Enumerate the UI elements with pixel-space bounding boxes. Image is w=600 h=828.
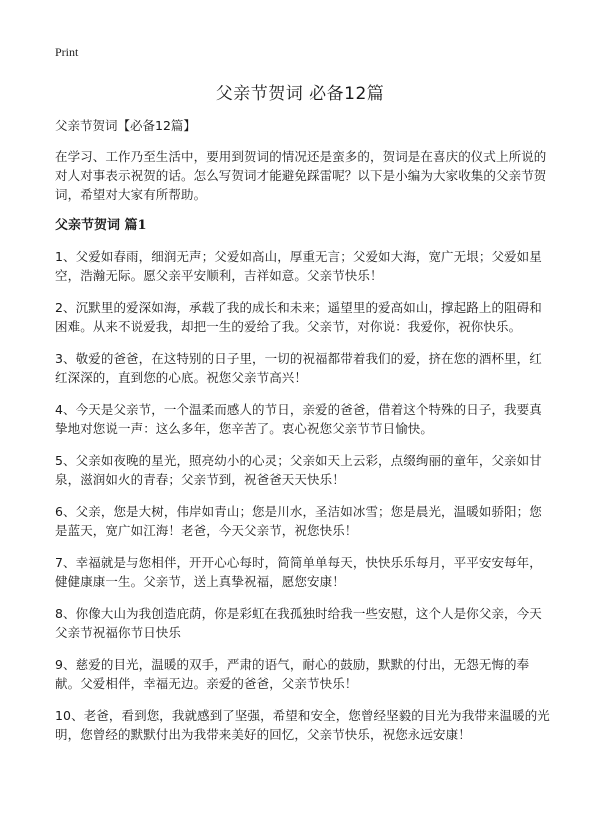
greeting-item: 5、父亲如夜晚的星光，照亮幼小的心灵；父亲如天上云彩，点缀绚丽的童年，父亲如甘泉，滋润如火的青春；父亲节到，祝爸爸天天快乐！ <box>55 453 542 487</box>
greeting-item: 1、父爱如春雨，细润无声；父爱如高山，厚重无言；父爱如大海，宽广无垠；父爱如星空，浩瀚无际。愿父亲平安顺利，吉祥如意。父亲节快乐！ <box>55 249 542 283</box>
greeting-item: 10、老爸，看到您，我就感到了坚强，希望和安全，您曾经坚毅的目光为我带来温暖的光明，您曾经的默默付出为我带来美好的回忆，父亲节快乐，祝您永远安康！ <box>55 708 550 742</box>
section-heading: 父亲节贺词 篇1 <box>55 218 147 233</box>
greeting-item: 8、你像大山为我创造庇荫，你是彩虹在我孤独时给我一些安慰，这个人是你父亲，今天父亲节祝福你节日快乐 <box>55 606 542 640</box>
print-link[interactable]: Print <box>55 45 79 59</box>
greeting-item: 4、今天是父亲节，一个温柔而感人的节日，亲爱的爸爸，借着这个特殊的日子，我要真挚地对您说一声：这么多年，您辛苦了。衷心祝您父亲节节日愉快。 <box>55 402 542 436</box>
greeting-item: 7、幸福就是与您相伴，开开心心每时，简简单单每天，快快乐乐每月，平平安安每年，健健康康一生。父亲节，送上真挚祝福，愿您安康！ <box>55 555 542 589</box>
greeting-item: 2、沉默里的爱深如海，承载了我的成长和未来；遥望里的爱高如山，撑起路上的阻碍和困难。从来不说爱我，却把一生的爱给了我。父亲节，对你说：我爱你，祝你快乐。 <box>55 300 542 334</box>
intro-paragraph: 在学习、工作乃至生活中，要用到贺词的情况还是蛮多的，贺词是在喜庆的仪式上所说的对人对事表示祝贺的话。怎么写贺词才能避免踩雷呢？以下是小编为大家收集的父亲节贺词，希望对大家有所帮助。 <box>55 149 547 202</box>
greeting-item: 6、父亲，您是大树，伟岸如青山；您是川水，圣洁如冰雪；您是晨光，温暖如骄阳；您是蓝天，宽广如江海！老爸，今天父亲节，祝您快乐！ <box>55 504 542 538</box>
article-body <box>55 118 550 757</box>
greeting-item: 3、敬爱的爸爸，在这特别的日子里，一切的祝福都带着我们的爱，挤在您的酒杯里，红红深深的，直到您的心底。祝您父亲节高兴！ <box>55 351 542 385</box>
greeting-item: 9、慈爱的目光，温暖的双手，严肃的语气，耐心的鼓励，默默的付出，无怨无悔的奉献。父爱相伴，幸福无边。亲爱的爸爸，父亲节快乐！ <box>55 657 530 691</box>
article-subtitle: 父亲节贺词【必备12篇】 <box>55 118 196 133</box>
page-title: 父亲节贺词 必备12篇 <box>215 84 385 104</box>
